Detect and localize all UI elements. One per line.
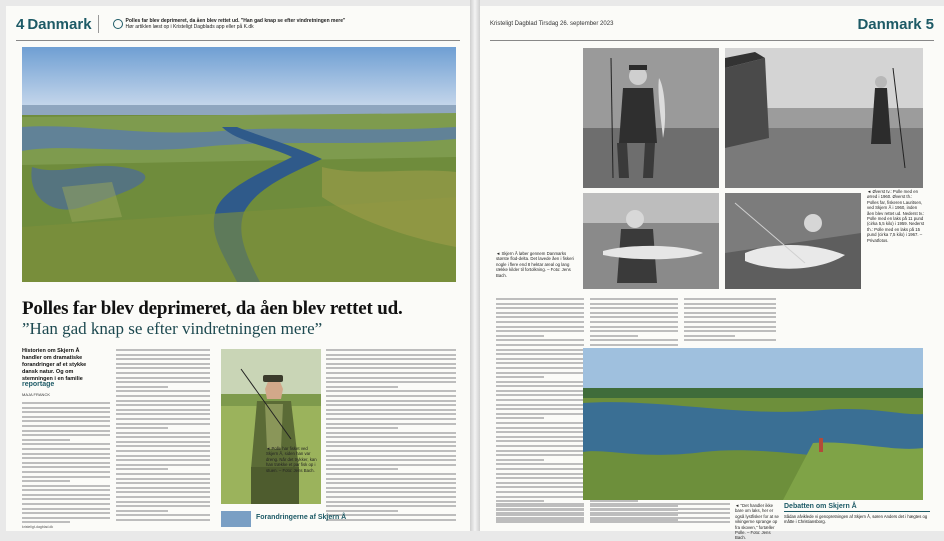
fisherman-photo	[221, 349, 321, 504]
text-line	[326, 432, 456, 434]
debate-title: Debatten om Skjern Å	[784, 503, 930, 512]
text-line	[496, 491, 584, 493]
text-line	[22, 402, 110, 404]
text-line	[116, 400, 210, 402]
text-line	[116, 372, 210, 374]
article-genre: reportage	[22, 381, 55, 388]
text-line	[496, 353, 584, 355]
text-line	[116, 386, 168, 388]
text-line	[326, 478, 456, 480]
text-line	[116, 505, 210, 507]
text-line	[116, 496, 210, 498]
text-line	[326, 381, 456, 383]
text-line	[22, 498, 110, 500]
text-line	[116, 418, 210, 420]
text-line	[116, 478, 210, 480]
river-color-photo	[583, 348, 923, 500]
text-line	[22, 512, 110, 514]
text-line	[22, 508, 110, 510]
text-line	[496, 312, 584, 314]
text-line	[496, 307, 584, 309]
text-line	[590, 321, 678, 323]
text-line	[22, 407, 110, 409]
text-line	[22, 453, 110, 455]
section-title-right: Danmark	[857, 15, 922, 33]
body-column-2	[116, 349, 210, 527]
text-line	[684, 316, 776, 318]
text-line	[496, 372, 584, 374]
page-number: 4	[16, 15, 25, 33]
text-line	[22, 462, 110, 464]
text-line	[496, 349, 584, 351]
body-column-1	[22, 402, 110, 527]
left-page	[6, 6, 470, 531]
text-line	[496, 298, 584, 300]
text-line	[590, 326, 678, 328]
text-line	[496, 486, 584, 488]
text-line	[590, 316, 678, 318]
text-line	[116, 482, 210, 484]
text-line	[496, 500, 544, 502]
text-line	[326, 464, 456, 466]
text-line	[496, 381, 584, 383]
text-line	[22, 480, 70, 482]
text-line	[326, 436, 456, 438]
text-line	[590, 303, 678, 305]
right-page	[480, 6, 944, 541]
text-line	[326, 386, 398, 388]
text-line	[326, 358, 456, 360]
text-line	[116, 390, 210, 392]
text-line	[590, 512, 730, 514]
text-line	[684, 298, 776, 300]
archive-photo-trout	[583, 48, 719, 188]
text-line	[116, 441, 210, 443]
text-line	[326, 496, 456, 498]
text-line	[496, 362, 584, 364]
text-line	[496, 399, 584, 401]
text-line	[684, 307, 776, 309]
text-line	[590, 517, 730, 519]
text-line	[116, 413, 210, 415]
text-line	[326, 377, 456, 379]
archive-photo-salmon-1959	[583, 193, 719, 289]
text-line	[326, 418, 456, 420]
text-line	[496, 440, 584, 442]
text-line	[326, 400, 456, 402]
debate-subtitle: Sådan afviklede vi genopretningen af Skjern Å, søren Anders det i hægtes og måtte i Christiansborg.	[784, 514, 928, 524]
text-line	[116, 349, 210, 351]
text-line	[496, 459, 544, 461]
text-line	[22, 457, 110, 459]
text-line	[22, 420, 110, 422]
text-line	[326, 427, 398, 429]
text-line	[326, 349, 456, 351]
text-line	[684, 303, 776, 305]
right-page-header	[854, 10, 934, 38]
text-line	[496, 303, 584, 305]
byline: MAJA FRANCK	[22, 392, 51, 397]
text-line	[116, 432, 210, 434]
text-line	[590, 503, 730, 505]
body-column-r4	[496, 503, 584, 527]
text-line	[22, 425, 110, 427]
text-line	[116, 363, 210, 365]
text-line	[116, 455, 210, 457]
text-line	[496, 367, 584, 369]
left-page-header	[16, 10, 345, 38]
text-line	[590, 339, 678, 341]
text-line	[22, 434, 110, 436]
text-line	[326, 450, 456, 452]
text-line	[326, 501, 456, 503]
text-line	[496, 326, 584, 328]
text-line	[326, 459, 456, 461]
text-line	[116, 501, 210, 503]
text-line	[590, 508, 730, 510]
text-line	[22, 489, 110, 491]
paper-info: Kristeligt Dagblad Tirsdag 26. september 2023	[490, 21, 614, 27]
text-line	[116, 510, 168, 512]
delta-caption: ◄ Skjern Å løber gennem Danmarks største flod-delta. Det lavede åen i fiskeri nogle i flere end 8 hektar areal og lang række kilder til fortolkning. – Foto: Jens Bach.	[496, 251, 574, 278]
text-line	[116, 491, 210, 493]
text-line	[684, 326, 776, 328]
factbox-title: Forandringerne af Skjern Å	[256, 514, 347, 521]
text-line	[496, 427, 584, 429]
text-line	[590, 307, 678, 309]
text-line	[496, 330, 584, 332]
text-line	[496, 417, 544, 419]
text-line	[496, 512, 584, 514]
text-line	[22, 517, 110, 519]
text-line	[590, 298, 678, 300]
text-line	[496, 517, 584, 519]
text-line	[326, 487, 456, 489]
text-line	[326, 423, 456, 425]
text-line	[496, 408, 584, 410]
text-line	[116, 519, 210, 521]
text-line	[326, 441, 456, 443]
body-column-r3	[684, 298, 776, 346]
text-line	[496, 496, 584, 498]
text-line	[496, 450, 584, 452]
text-line	[496, 385, 584, 387]
text-line	[496, 436, 584, 438]
text-line	[496, 404, 584, 406]
text-line	[22, 503, 110, 505]
text-line	[326, 372, 456, 374]
podcast-promo[interactable]: Polles far blev deprimeret, da åen blev rettet ud. "Han gad knap se efter vindretningen mere" Hør artiklen læst op i Kristeligt Dagblads app eller på K.dk	[113, 18, 346, 30]
text-line	[326, 510, 398, 512]
archive-photo-salmon-1967	[725, 193, 861, 289]
text-line	[326, 413, 456, 415]
text-line	[496, 339, 584, 341]
headphones-icon	[113, 19, 123, 29]
text-line	[496, 321, 584, 323]
article-subheadline: ”Han gad knap se efter vindretningen mere”	[22, 319, 323, 338]
text-line	[496, 468, 584, 470]
text-line	[326, 491, 456, 493]
text-line	[326, 354, 456, 356]
text-line	[116, 427, 168, 429]
factbox-map	[221, 511, 251, 527]
text-line	[116, 487, 210, 489]
left-page-footer: kristeligt-dagblad.dk	[22, 525, 54, 529]
text-line	[116, 377, 210, 379]
body-column-3	[326, 349, 456, 527]
article-lede: Historien om Skjern Å handler om dramatiske forandringer af et stykke dansk natur. Og om stemningen i en familie	[22, 348, 87, 382]
text-line	[326, 482, 456, 484]
text-line	[496, 335, 544, 337]
text-line	[326, 395, 456, 397]
text-line	[684, 330, 776, 332]
debate-box[interactable]	[784, 503, 930, 524]
text-line	[22, 416, 110, 418]
text-line	[116, 464, 210, 466]
text-line	[116, 514, 210, 516]
body-column-r5	[590, 503, 730, 527]
text-line	[116, 445, 210, 447]
text-line	[590, 344, 678, 346]
text-line	[496, 422, 584, 424]
text-line	[684, 312, 776, 314]
text-line	[22, 476, 110, 478]
text-line	[22, 448, 110, 450]
text-line	[684, 335, 735, 337]
text-line	[22, 471, 110, 473]
text-line	[496, 413, 584, 415]
text-line	[326, 390, 456, 392]
text-line	[496, 376, 544, 378]
text-line	[496, 316, 584, 318]
text-line	[590, 335, 638, 337]
text-line	[116, 423, 210, 425]
text-line	[326, 409, 456, 411]
text-line	[496, 508, 584, 510]
text-line	[326, 468, 398, 470]
text-line	[590, 330, 678, 332]
text-line	[116, 367, 210, 369]
text-line	[116, 436, 210, 438]
text-line	[326, 404, 456, 406]
text-line	[22, 439, 70, 441]
text-line	[326, 363, 456, 365]
text-line	[496, 477, 584, 479]
section-title: Danmark	[27, 15, 92, 33]
text-line	[496, 390, 584, 392]
text-line	[116, 358, 210, 360]
text-line	[116, 381, 210, 383]
text-line	[116, 450, 210, 452]
text-line	[22, 485, 110, 487]
body-column-r1	[496, 298, 584, 526]
archive-photos-caption: ◄ Øverst tv.: Polle med en ørred i 1960. Øverst th.: Polles far, fiskeren Lauritsen, ved Skjern Å i 1960, inden åen blev rettet ud. Nederst tv.: Polle med en laks på 11 pund (cirka 5,5 kilo) i 1959. Nederst th.: Polle med en laks på 15 pund (cirka 7,5 kilo) i 1967. – Privatfotos.	[867, 189, 925, 243]
text-line	[496, 521, 584, 523]
text-line	[326, 445, 456, 447]
text-line	[496, 463, 584, 465]
text-line	[496, 431, 584, 433]
text-line	[496, 482, 584, 484]
river-photo-caption: ◄ "Det handler ikke bare om laks, her er også lystfisker for at se vikingerne sprange op fra skoven," fortæller Polle. – Foto: Jens Bach.	[735, 503, 779, 541]
text-line	[22, 411, 110, 413]
page-number-right: 5	[925, 15, 934, 33]
text-line	[22, 466, 110, 468]
text-line	[496, 454, 584, 456]
text-line	[684, 339, 776, 341]
text-line	[496, 358, 584, 360]
text-line	[116, 459, 210, 461]
page-gutter	[470, 0, 480, 531]
text-line	[116, 354, 210, 356]
text-line	[116, 473, 210, 475]
text-line	[496, 473, 584, 475]
text-line	[496, 503, 584, 505]
aerial-river-photo	[22, 47, 456, 282]
text-line	[684, 321, 776, 323]
text-line	[326, 505, 456, 507]
text-line	[116, 468, 168, 470]
text-line	[326, 455, 456, 457]
archive-photo-father	[725, 48, 923, 188]
text-line	[326, 473, 456, 475]
text-line	[22, 521, 70, 523]
text-line	[590, 521, 730, 523]
text-line	[496, 394, 584, 396]
text-line	[116, 404, 210, 406]
text-line	[22, 443, 110, 445]
text-line	[116, 395, 210, 397]
text-line	[326, 367, 456, 369]
text-line	[22, 430, 110, 432]
text-line	[590, 312, 678, 314]
text-line	[22, 494, 110, 496]
text-line	[496, 445, 584, 447]
fisherman-photo-caption: ◄ Polle har fisket ved Skjern Å, siden han var dreng. Når det trykker, kan han trække et par fisk op i stuen. – Foto: Jens Bach.	[266, 446, 317, 473]
text-line	[496, 344, 584, 346]
article-headline: Polles far blev deprimeret, da åen blev rettet ud.	[22, 298, 403, 319]
text-line	[590, 500, 638, 502]
text-line	[116, 409, 210, 411]
